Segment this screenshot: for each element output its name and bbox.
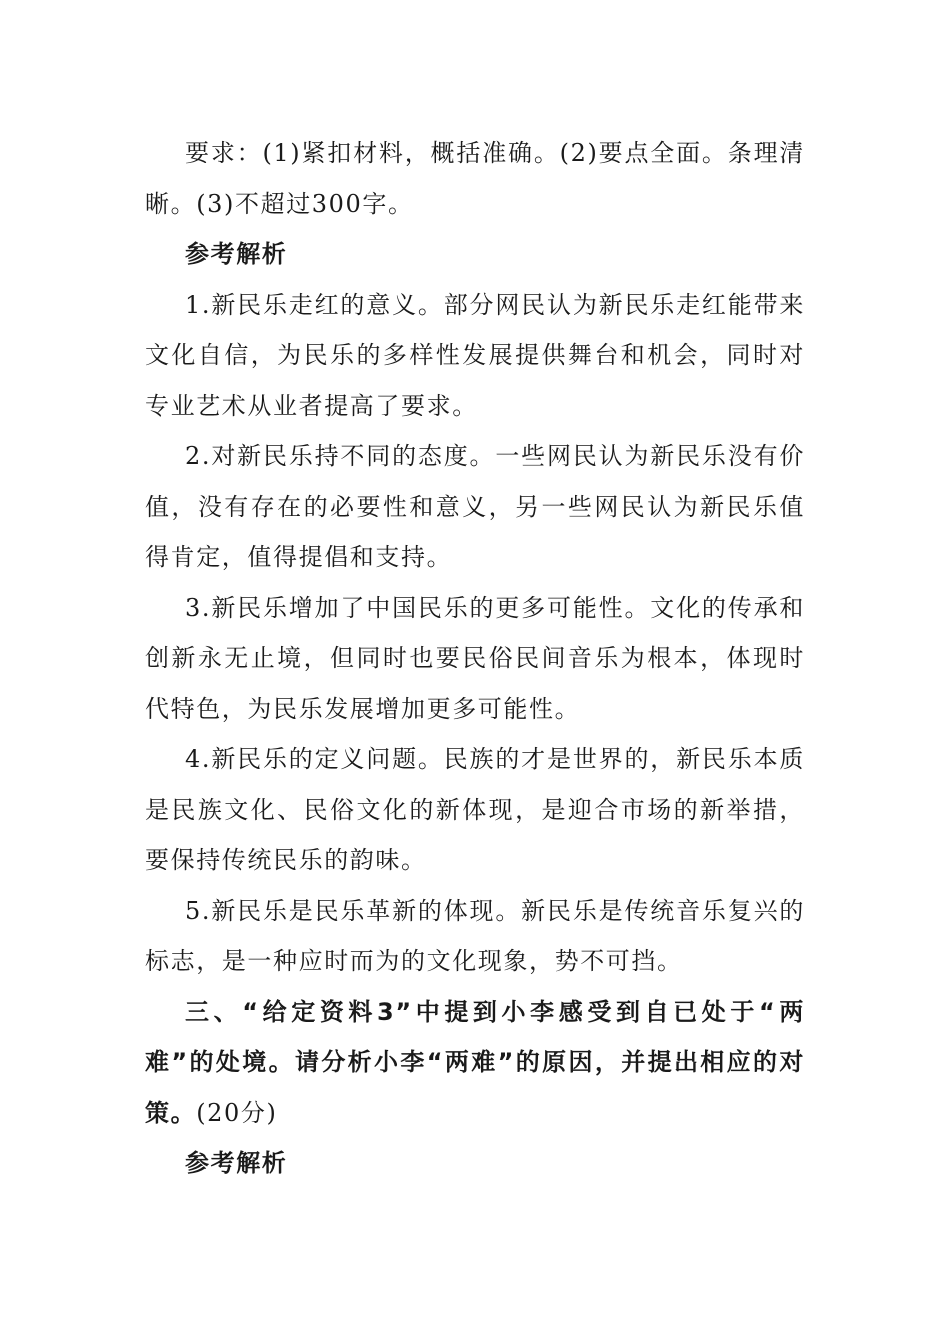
analysis-heading-2: 参考解析 <box>185 1149 288 1177</box>
answer-point-5: 5.新民乐是民乐革新的体现。新民乐是传统音乐复兴的标志，是一种应时而为的文化现象，势不可挡。 <box>145 896 805 975</box>
question-3 <box>145 987 805 1139</box>
analysis-heading: 参考解析 <box>185 240 288 268</box>
answer-point-1: 1.新民乐走红的意义。部分网民认为新民乐走红能带来文化自信，为民乐的多样性发展提供舞台和机会，同时对专业艺术从业者提高了要求。 <box>145 290 805 420</box>
question-3-text: 三、“给定资料3”中提到小李感受到自已处于“两难”的处境。请分析小李“两难”的原因，并提出相应的对策。 <box>145 997 805 1127</box>
document-page <box>145 128 805 1189</box>
answer-point-3: 3.新民乐增加了中国民乐的更多可能性。文化的传承和创新永无止境，但同时也要民俗民间音乐为根本，体现时代特色，为民乐发展增加更多可能性。 <box>145 593 805 723</box>
answer-point-4: 4.新民乐的定义问题。民族的才是世界的，新民乐本质是民族文化、民俗文化的新体现，是迎合市场的新举措，要保持传统民乐的韵味。 <box>145 745 805 874</box>
requirement-paragraph: 要求：(1)紧扣材料，概括准确。(2)要点全面。条理清晰。(3)不超过300字。 <box>145 139 805 218</box>
answer-point-2: 2.对新民乐持不同的态度。一些网民认为新民乐没有价值，没有存在的必要性和意义，另一些网民认为新民乐值得肯定，值得提倡和支持。 <box>145 442 805 571</box>
question-3-score: (20分) <box>196 1098 278 1127</box>
